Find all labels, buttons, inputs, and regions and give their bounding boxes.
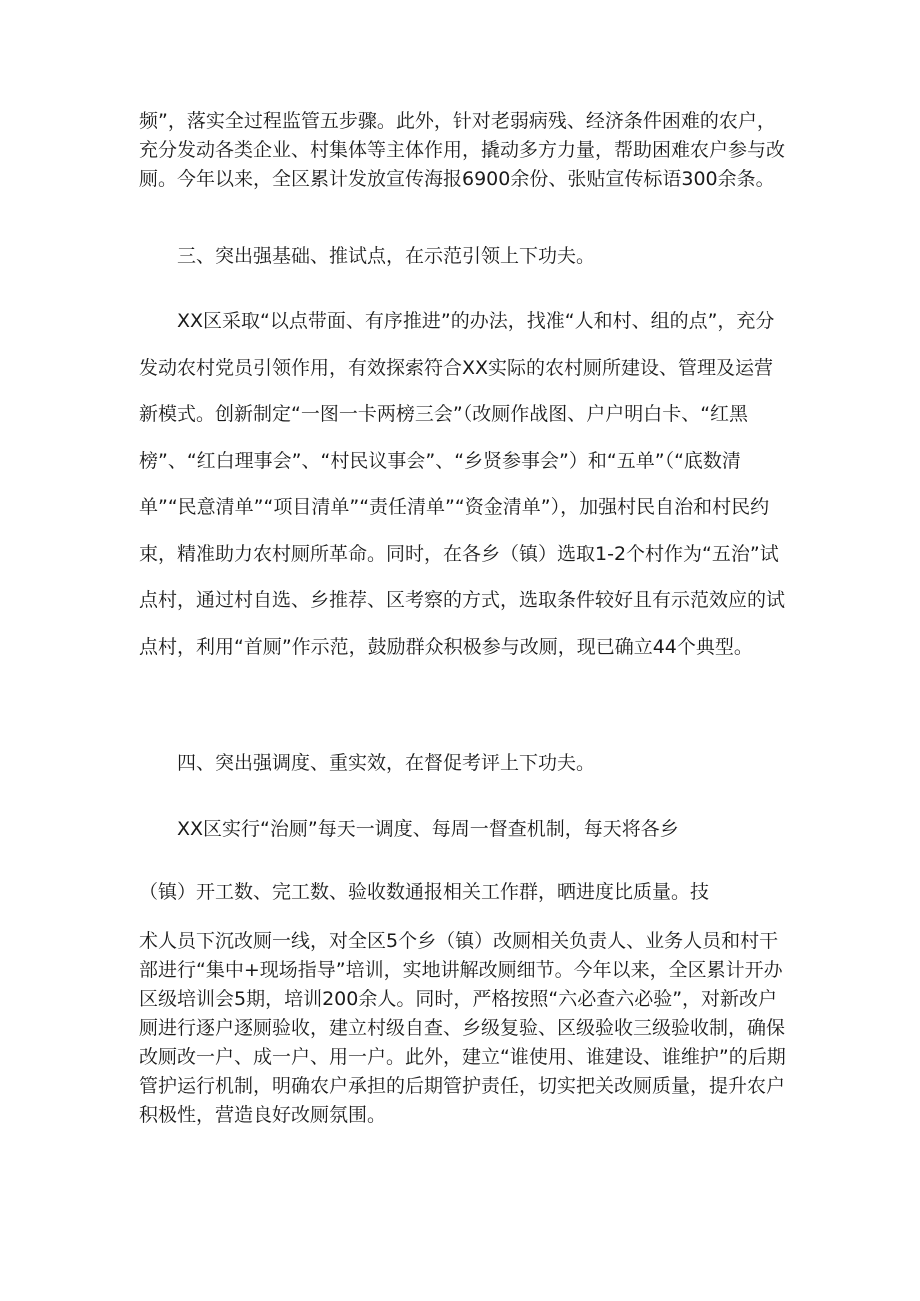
paragraph-supervision-line2: （镇）开工数、完工数、验收数通报相关工作群，晒进度比质量。技 <box>139 881 710 903</box>
paragraph-supervision-line1: XX区实行“治厕”每天一调度、每周一督查机制，每天将各乡 <box>177 818 679 840</box>
paragraph-demonstration: XX区采取“以点带面、有序推进”的办法，找准“人和村、组的点”，充分发动农村党员引领作用，有效探索符合XX实际的农村厕所建设、管理及运营新模式。创新制定“一图一卡两榜三会”（改厕作战图、户户明白卡、“红黑榜”、“红白理事会”、“村民议事会”、“乡贤参事会”）和“五单”（“底数清单”“民意清单”“项目清单”“责任清单”“资金清单”），加强村民自治和村民约束，精准助力农村厕所革命。同时，在各乡（镇）选取1-2个村作为“五治”试点村，通过村自选、乡推荐、区考察的方式，选取条件较好且有示范效应的试点村，利用“首厕”作示范，鼓励群众积极参与改厕，现已确立44个典型。 <box>139 310 786 658</box>
section-heading-4: 四、突出强调度、重实效，在督促考评上下功夫。 <box>177 752 596 774</box>
section-heading-3: 三、突出强基础、推试点，在示范引领上下功夫。 <box>177 245 596 267</box>
paragraph-promotion: 频”，落实全过程监管五步骤。此外，针对老弱病残、经济条件困难的农户，充分发动各类企业、村集体等主体作用，撬动多方力量，帮助困难农户参与改厕。今年以来，全区累计发放宣传海报6900余份、张贴宣传标语300余条。 <box>139 110 786 190</box>
paragraph-supervision-rest: 术人员下沉改厕一线，对全区5个乡（镇）改厕相关负责人、业务人员和村干部进行“集中+现场指导”培训，实地讲解改厕细节。今年以来，全区累计开办区级培训会5期，培训200余人。同时，严格按照“六必查六必验”，对新改户厕进行逐户逐厕验收，建立村级自查、乡级复验、区级验收三级验收制，确保改厕改一户、成一户、用一户。此外，建立“谁使用、谁建设、谁维护”的后期管护运行机制，明确农户承担的后期管护责任，切实把关改厕质量，提升农户积极性，营造良好改厕氛围。 <box>139 930 786 1126</box>
